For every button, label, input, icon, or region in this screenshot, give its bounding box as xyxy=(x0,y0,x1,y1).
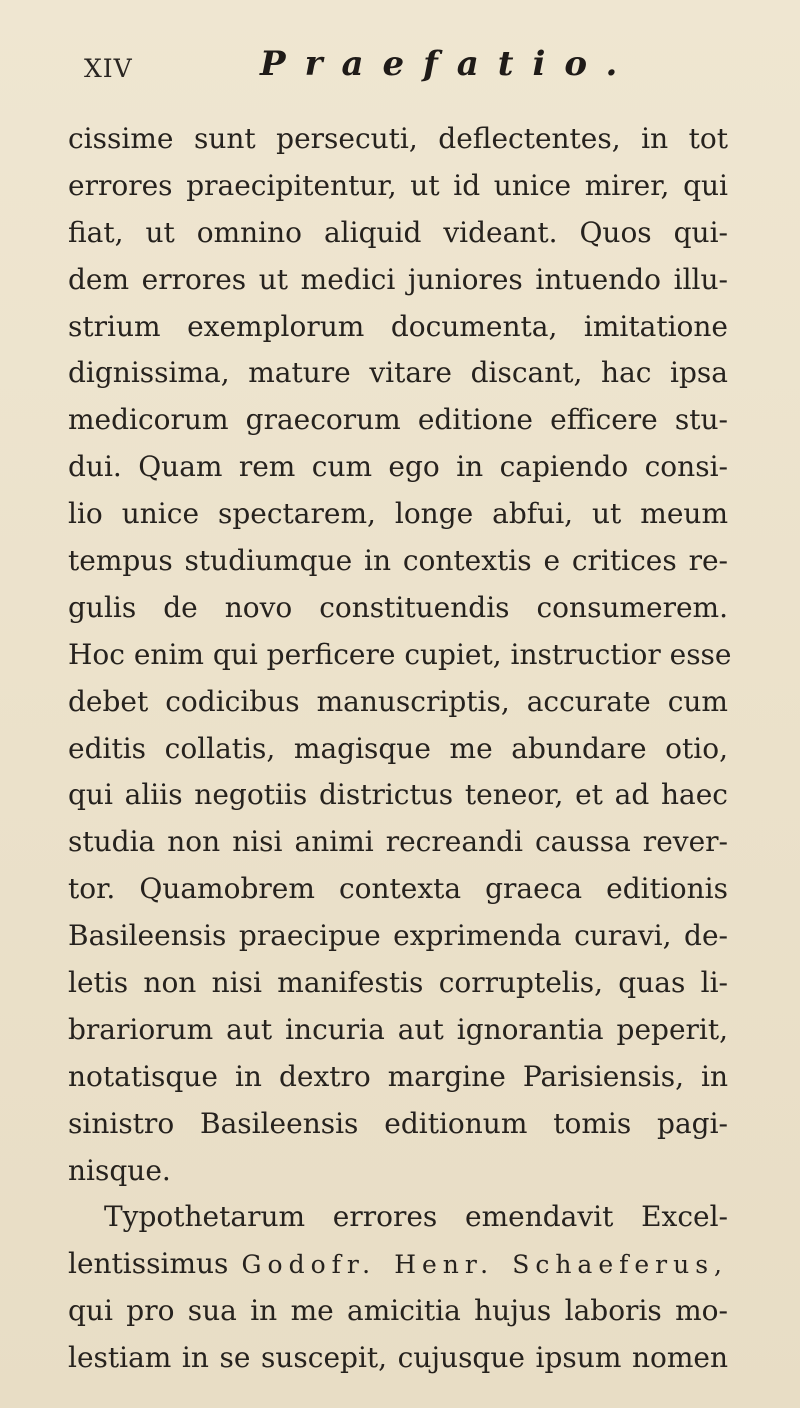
text-line: dem errores ut medici juniores intuendo illu- xyxy=(68,262,728,296)
text-line: Hoc enim qui perficere cupiet, instructior esse xyxy=(68,637,732,671)
text-line: letis non nisi manifestis corruptelis, quas li- xyxy=(68,966,728,1000)
text-line: lio unice spectarem, longe abfui, ut meum xyxy=(68,497,728,531)
text-line: errores praecipitentur, ut id unice mirer, qui xyxy=(68,168,728,202)
text-line: Basileensis praecipue exprimenda curavi, de- xyxy=(68,919,728,953)
text-line: fiat, ut omnino aliquid videant. Quos qui- xyxy=(68,215,728,249)
text-line: qui pro sua in me amicitia hujus laboris mo- xyxy=(68,1294,728,1328)
paragraph-start-line: Typothetarum errores emendavit Excel- xyxy=(104,1200,728,1234)
text-line: sinistro Basileensis editionum tomis pagi- xyxy=(68,1106,728,1140)
text-line: notatisque in dextro margine Parisiensis, in xyxy=(68,1059,728,1093)
page-number: XIV xyxy=(84,54,133,83)
text-line: brariorum aut incuria aut ignorantia peperit, xyxy=(68,1012,728,1046)
text-line: editis collatis, magisque me abundare otio, xyxy=(68,731,728,765)
text-line: medicorum graecorum editione efficere stu- xyxy=(68,403,728,437)
text-line: gulis de novo constituendis consumerem. xyxy=(68,590,728,624)
text-fragment: lentissimus xyxy=(68,1247,229,1281)
text-line: dui. Quam rem cum ego in capiendo consi- xyxy=(68,450,728,484)
text-line: tor. Quamobrem contexta graeca editionis xyxy=(68,872,728,906)
page-header xyxy=(84,44,724,104)
text-line: qui aliis negotiis districtus teneor, et ad haec xyxy=(68,778,728,812)
text-line: nisque. xyxy=(68,1153,171,1187)
text-line: tempus studiumque in contextis e critices re- xyxy=(68,544,728,578)
running-title: Praefatio. xyxy=(260,44,637,84)
text-line: debet codicibus manuscriptis, accurate cum xyxy=(68,684,728,718)
body-text xyxy=(68,116,732,1382)
text-line: dignissima, mature vitare discant, hac ipsa xyxy=(68,356,728,390)
text-line: studia non nisi animi recreandi caussa rever- xyxy=(68,825,728,859)
text-line: lestiam in se suscepit, cujusque ipsum nomen xyxy=(68,1341,728,1375)
text-line xyxy=(68,1241,728,1288)
text-line: strium exemplorum documenta, imitatione xyxy=(68,309,728,343)
text-line: cissime sunt persecuti, deflectentes, in tot xyxy=(68,122,728,155)
editor-name: Godofr. Henr. Schaeferus, xyxy=(241,1250,729,1280)
